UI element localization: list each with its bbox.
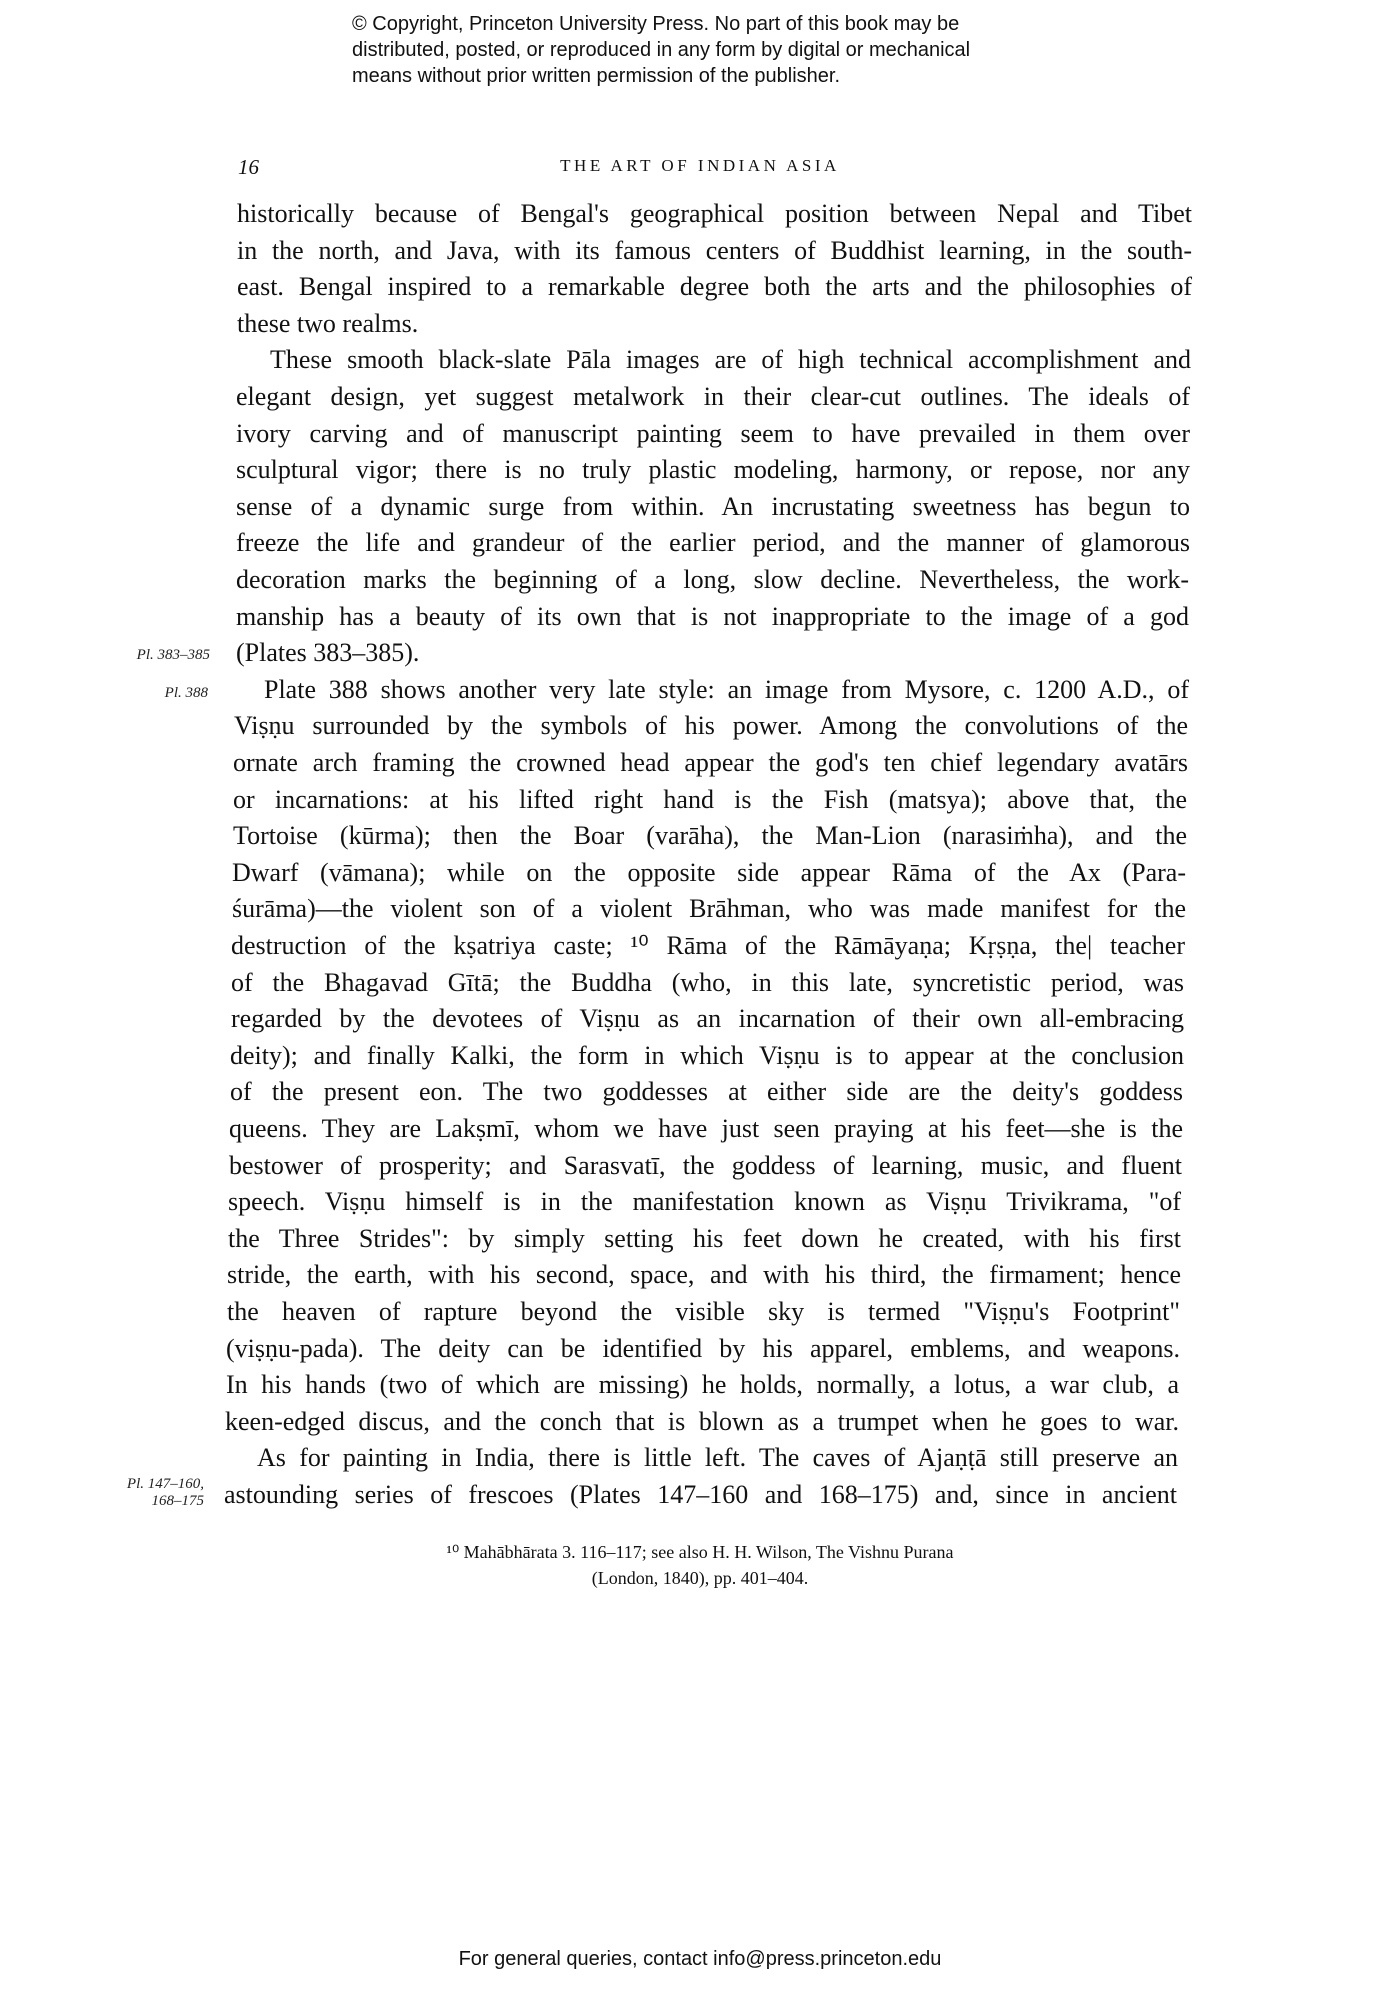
margin-note-plate-388: Pl. 388: [164, 685, 208, 701]
text-line: queens. They are Lakṣmī, whom we have just seen praying at his feet—she is the: [229, 1114, 1183, 1143]
text-line: destruction of the kṣatriya caste; ¹⁰ Rāma of the Rāmāyaṇa; Kṛṣṇa, the| teacher: [231, 931, 1185, 960]
text-line: Dwarf (vāmana); while on the opposite side appear Rāma of the Ax (Para-: [232, 857, 1186, 887]
text-line: in the north, and Java, with its famous centers of Buddhist learning, in the south-: [237, 235, 1192, 265]
text-line: Plate 388 shows another very late style: an image from Mysore, c. 1200 A.D., of: [264, 674, 1189, 704]
text-line: Viṣṇu surrounded by the symbols of his power. Among the convolutions of the: [234, 711, 1188, 741]
copyright-line: © Copyright, Princeton University Press. No part of this book may be: [352, 13, 960, 35]
footnote: [300, 1539, 1100, 1591]
copyright-line: distributed, posted, or reproduced in any form by digital or mechanical: [352, 39, 971, 61]
text-line: of the present eon. The two goddesses at either side are the deity's goddess: [230, 1077, 1183, 1107]
margin-note-line: Pl. 147–160,: [126, 1476, 204, 1492]
text-line: keen-edged discus, and the conch that is blown as a trumpet when he goes to war.: [225, 1406, 1179, 1436]
text-line: Tortoise (kūrma); then the Boar (varāha), the Man-Lion (narasiṁha), and the: [233, 821, 1187, 851]
text-line: As for painting in India, there is little left. The caves of Ajaṇṭā still preserve an: [257, 1443, 1178, 1473]
text-line: (Plates 383–385).: [236, 638, 420, 668]
margin-note-plates-147-175: [60, 1476, 204, 1510]
text-line: sense of a dynamic surge from within. An incrustating sweetness has begun to: [236, 491, 1190, 521]
text-line: ornate arch framing the crowned head appear the god's ten chief legendary avatārs: [233, 748, 1188, 777]
page-number: 16: [238, 155, 259, 179]
text-line: These smooth black-slate Pāla images are of high technical accomplishment and: [270, 345, 1191, 375]
margin-note-line: 168–175: [151, 1493, 204, 1509]
text-line: elegant design, yet suggest metalwork in their clear-cut outlines. The ideals of: [236, 382, 1190, 411]
text-line: stride, the earth, with his second, space, and with his third, the firmament; hence: [227, 1260, 1181, 1290]
text-line: (viṣṇu-pada). The deity can be identified by his apparel, emblems, and weapons.: [226, 1333, 1180, 1363]
text-line: speech. Viṣṇu himself is in the manifestation known as Viṣṇu Trivikrama, "of: [228, 1187, 1181, 1217]
text-line: ivory carving and of manuscript painting seem to have prevailed in them over: [236, 418, 1190, 448]
text-line: regarded by the devotees of Viṣṇu as an incarnation of their own all-embracing: [231, 1004, 1184, 1034]
text-line: freeze the life and grandeur of the earlier period, and the manner of glamorous: [236, 528, 1190, 558]
text-line: bestower of prosperity; and Sarasvatī, the goddess of learning, music, and fluent: [229, 1150, 1182, 1180]
text-line: śurāma)—the violent son of a violent Brāhman, who was made manifest for the: [232, 894, 1186, 924]
copyright-line: means without prior written permission of the publisher.: [352, 65, 841, 87]
text-line: or incarnations: at his lifted right hand is the Fish (matsya); above that, the: [233, 784, 1187, 814]
running-head: THE ART OF INDIAN ASIA: [560, 156, 840, 175]
margin-note-plates-383-385: Pl. 383–385: [136, 647, 210, 663]
footer-contact: For general queries, contact info@press.princeton.edu: [458, 1948, 942, 1970]
text-line: east. Bengal inspired to a remarkable degree both the arts and the philosophies of: [237, 272, 1192, 302]
text-line: deity); and finally Kalki, the form in which Viṣṇu is to appear at the conclusion: [230, 1040, 1184, 1070]
text-line: of the Bhagavad Gītā; the Buddha (who, in this late, syncretistic period, was: [231, 967, 1184, 997]
footnote-line: (London, 1840), pp. 401–404.: [591, 1568, 809, 1588]
copyright-notice: [352, 11, 1072, 89]
text-line: historically because of Bengal's geographical position between Nepal and Tibet: [237, 199, 1192, 228]
text-line: astounding series of frescoes (Plates 147–160 and 168–175) and, since in ancient: [224, 1480, 1177, 1509]
footnote-line: ¹⁰ Mahābhārata 3. 116–117; see also H. H. Wilson, The Vishnu Purana: [446, 1542, 954, 1562]
text-line: the heaven of rapture beyond the visible sky is termed "Viṣṇu's Footprint": [227, 1297, 1180, 1326]
text-line: manship has a beauty of its own that is not inappropriate to the image of a god: [236, 601, 1189, 631]
text-line: the Three Strides": by simply setting his feet down he created, with his first: [228, 1223, 1181, 1253]
text-line: decoration marks the beginning of a long, slow decline. Nevertheless, the work-: [236, 565, 1189, 594]
text-line: In his hands (two of which are missing) he holds, normally, a lotus, a war club, a: [226, 1370, 1179, 1400]
text-line: sculptural vigor; there is no truly plastic modeling, harmony, or repose, nor any: [236, 455, 1190, 485]
text-line: these two realms.: [237, 308, 419, 338]
